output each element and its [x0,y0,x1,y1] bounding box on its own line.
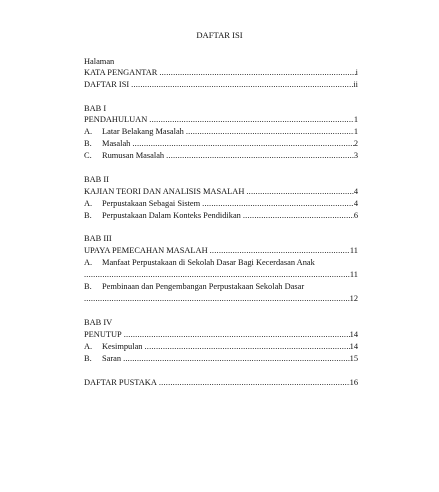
toc-entry-daftar-pustaka: DAFTAR PUSTAKA ..... 16 [84,377,358,388]
toc-entry-perpustakaan-pendidikan: B. Perpustakaan Dalam Konteks Pendidikan ..... 6 [84,210,358,221]
chapter-heading-bab-1: BAB I [84,104,107,113]
toc-entry-rumusan-masalah: C. Rumusan Masalah ..... 3 [84,150,358,161]
toc-entry-pembinaan-label: B. Pembinaan dan Pengembangan Perpustakaan Sekolah Dasar [84,282,305,291]
toc-entry-manfaat-page: ..... 11 [84,269,358,280]
page-column-header: Halaman [84,57,115,66]
chapter-heading-bab-3: BAB III [84,234,112,243]
toc-entry-perpustakaan-sistem: A. Perpustakaan Sebagai Sistem ..... 4 [84,198,358,209]
toc-entry-masalah: B. Masalah ..... 2 [84,138,358,149]
toc-entry-kajian-teori: KAJIAN TEORI DAN ANALISIS MASALAH ..... 4 [84,186,358,197]
chapter-heading-bab-4: BAB IV [84,318,113,327]
toc-entry-latar-belakang: A. Latar Belakang Masalah ..... 1 [84,126,358,137]
toc-entry-upaya-pemecahan: UPAYA PEMECAHAN MASALAH ..... 11 [84,245,358,256]
chapter-heading-bab-2: BAB II [84,175,109,184]
toc-entry-penutup: PENUTUP ..... 14 [84,329,358,340]
toc-entry-pembinaan-page: ..... 12 [84,293,358,304]
toc-entry-manfaat-label: A. Manfaat Perpustakaan di Sekolah Dasar Bagi Kecerdasan Anak [84,258,315,267]
toc-entry-kesimpulan: A. Kesimpulan ..... 14 [84,341,358,352]
toc-entry-saran: B. Saran ..... 15 [84,353,358,364]
document-title: DAFTAR ISI [196,30,243,40]
toc-entry-daftar-isi: DAFTAR ISI ..... ii [84,79,358,90]
toc-entry-kata-pengantar: KATA PENGANTAR ..... i [84,67,358,78]
toc-entry-pendahuluan: PENDAHULUAN ..... 1 [84,114,358,125]
